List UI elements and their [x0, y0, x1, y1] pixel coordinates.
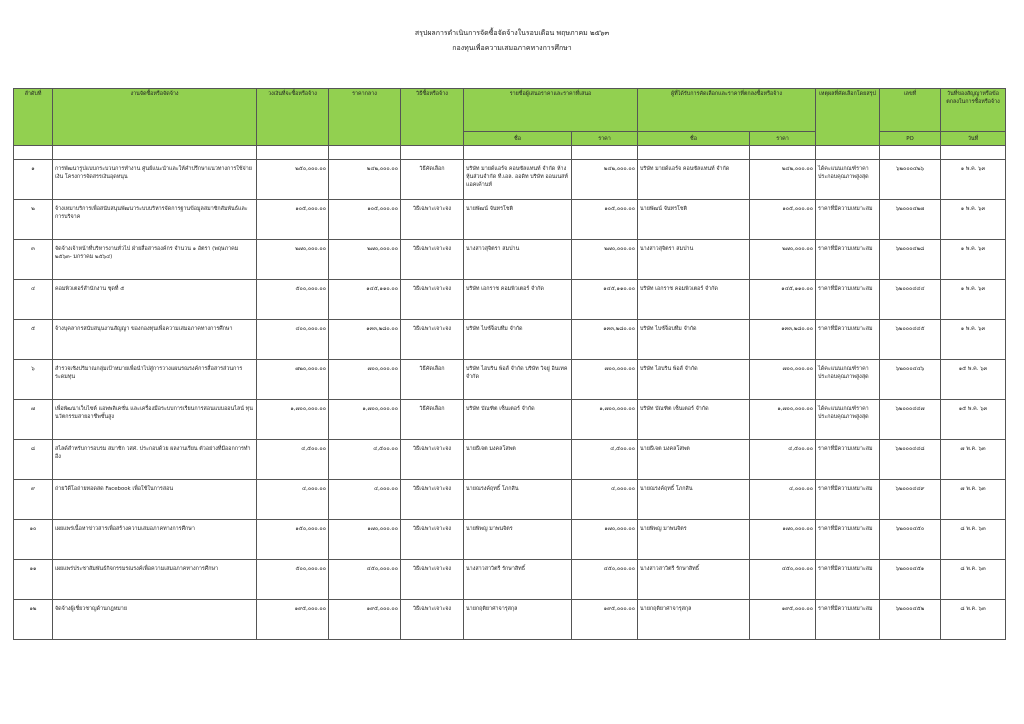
cell-win-price: ๑๓๓,๒๘๐.๐๐	[750, 320, 816, 360]
cell-bid-price: ๑,๗๐๐,๐๐๐.๐๐	[572, 400, 638, 440]
cell-bidder: นายกฤติยาศาจารุสกุล	[464, 600, 572, 640]
cell-date: ๑ พ.ค. ๖๓	[941, 320, 1006, 360]
cell-winner: บริษัท ไบซ์จ็อบทีม จำกัด	[638, 320, 750, 360]
cell-method: วิธีเฉพาะเจาะจง	[401, 600, 464, 640]
cell-item: สไลด์สำหรับการอบรม สมาชิก วสศ. ประกอบด้วย ผลงานเรียน ตัวอย่างที่มีออกการทำอีง	[53, 440, 257, 480]
cell-reason: ราคาที่มีความเหมาะสม	[816, 440, 880, 480]
table-row	[14, 320, 1006, 360]
cell-win-price: ๔๕๐,๐๐๐.๐๐	[750, 560, 816, 600]
header-ref: เลขที่	[880, 89, 941, 132]
cell-date: ๑ พ.ค. ๖๓	[941, 280, 1006, 320]
cell-no: ๕	[14, 320, 53, 360]
cell-po: ๖๒๐๐๐๔๒๘	[880, 240, 941, 280]
table-row	[14, 160, 1006, 200]
cell-bid-price: ๑๔๕,๑๑๐.๐๐	[572, 280, 638, 320]
cell-winner: นางสาวสาวิตรี รักษาสิทธิ์	[638, 560, 750, 600]
cell-po: ๖๒๐๐๐๔๒๖	[880, 160, 941, 200]
cell-bidder: นางสาวสุจิตรา สมปาน	[464, 240, 572, 280]
cell-win-price: ๑๔๕,๑๑๐.๐๐	[750, 280, 816, 320]
cell-bidder: บริษัท บัณฑิต เซ็นเตอร์ จำกัด	[464, 400, 572, 440]
cell-budget: ๕๐๐,๐๐๐.๐๐	[257, 280, 329, 320]
subheader-bidder-price: ราคา	[572, 132, 638, 146]
cell-win-price: ๑๗๐,๐๐๐.๐๐	[750, 520, 816, 560]
cell-bid-price: ๔๕๐,๐๐๐.๐๐	[572, 560, 638, 600]
cell-no: ๗	[14, 400, 53, 440]
cell-budget: ๔,๐๐๐.๐๐	[257, 480, 329, 520]
cell-budget: ๑๕๐,๐๐๐.๐๐	[257, 520, 329, 560]
cell-median: ๑๐๕,๐๐๐.๐๐	[329, 200, 401, 240]
table-row	[14, 520, 1006, 560]
cell-bidder: บริษัท มายด์แอร์จ คอนซัลแทนท์ จำกัด ห้างหุ้นส่วนจำกัด ที.เอล. ออดิท บริษัท ออนเนสท์ แอคเค้านท์	[464, 160, 572, 200]
cell-winner: บริษัท ไฮบริน พ้อส์ จำกัด	[638, 360, 750, 400]
header-bidders: รายชื่อผู้เสนอราคาและราคาที่เสนอ	[464, 89, 638, 132]
cell-winner: บริษัท เอกราช คอมพิวเตอร์ จำกัด	[638, 280, 750, 320]
header-no: ลำดับที่	[14, 89, 53, 146]
blank-row	[14, 146, 1006, 160]
cell-method: วิธีคัดเลือก	[401, 160, 464, 200]
cell-po: ๖๒๐๐๐๔๕๒	[880, 600, 941, 640]
cell-winner: นายพัฒน์ จันทรโชติ	[638, 200, 750, 240]
cell-bid-price: ๔,๐๐๐.๐๐	[572, 480, 638, 520]
cell-bidder: บริษัท ไบซ์จ็อบทีม จำกัด	[464, 320, 572, 360]
cell-winner: นางสาวสุจิตรา สมปาน	[638, 240, 750, 280]
cell-budget: ๒๗๐,๐๐๐.๐๐	[257, 240, 329, 280]
header-row	[14, 89, 1006, 132]
cell-reason: ราคาที่มีความเหมาะสม	[816, 600, 880, 640]
table-row	[14, 400, 1006, 440]
cell-item: จัดจ้างเจ้าหน้าที่บริหารงานทั่วไป ฝ่ายสื่อสารองค์กร จำนวน ๑ อัตรา (พฤษภาคม ๒๕๖๓- มกราคม ๒๕๖๔)	[53, 240, 257, 280]
cell-win-price: ๑๐๕,๐๐๐.๐๐	[750, 200, 816, 240]
cell-no: ๖	[14, 360, 53, 400]
cell-reason: ราคาที่มีความเหมาะสม	[816, 520, 880, 560]
table-row	[14, 600, 1006, 640]
cell-bidder: นายธีเจต มงคลโสพต	[464, 440, 572, 480]
cell-bidder: นายพัฒน์ จันทรโชติ	[464, 200, 572, 240]
header-method: วิธีซื้อหรือจ้าง	[401, 89, 464, 146]
cell-median: ๑,๗๐๐,๐๐๐.๐๐	[329, 400, 401, 440]
cell-po: ๖๒๐๐๐๔๔๔	[880, 280, 941, 320]
subheader-po: PO	[880, 132, 941, 146]
cell-item: จัดจ้างผู้เชี่ยวชาญด้านกฎหมาย	[53, 600, 257, 640]
cell-no: ๑๑	[14, 560, 53, 600]
cell-method: วิธีเฉพาะเจาะจง	[401, 240, 464, 280]
table-row	[14, 560, 1006, 600]
cell-item: คอมพิวเตอร์สำนักงาน ชุดที่ ๕	[53, 280, 257, 320]
cell-median: ๔๕๐,๐๐๐.๐๐	[329, 560, 401, 600]
cell-method: วิธีเฉพาะเจาะจง	[401, 560, 464, 600]
cell-median: ๑๔๕,๑๑๐.๐๐	[329, 280, 401, 320]
cell-budget: ๑,๗๐๐,๐๐๐.๐๐	[257, 400, 329, 440]
cell-win-price: ๔,๕๐๐.๐๐	[750, 440, 816, 480]
cell-date: ๗ พ.ค. ๖๓	[941, 480, 1006, 520]
cell-win-price: ๗๐๐,๐๐๐.๐๐	[750, 360, 816, 400]
table-row	[14, 280, 1006, 320]
cell-reason: ราคาที่มีความเหมาะสม	[816, 280, 880, 320]
report-title-line2: กองทุนเพื่อความเสมอภาคทางการศึกษา	[452, 44, 572, 52]
cell-bid-price: ๔,๕๐๐.๐๐	[572, 440, 638, 480]
cell-winner: นายณรงค์ฤทธิ์ โภกสิน	[638, 480, 750, 520]
cell-budget: ๔,๕๐๐.๐๐	[257, 440, 329, 480]
cell-no: ๓	[14, 240, 53, 280]
cell-winner: นายพิพญ มาพนจิตร	[638, 520, 750, 560]
cell-po: ๖๒๐๐๐๔๒๗	[880, 200, 941, 240]
cell-winner: นายธีเจต มงคลโสพต	[638, 440, 750, 480]
cell-win-price: ๒๗๐,๐๐๐.๐๐	[750, 240, 816, 280]
table-row	[14, 360, 1006, 400]
cell-method: วิธีเฉพาะเจาะจง	[401, 480, 464, 520]
cell-no: ๑	[14, 160, 53, 200]
cell-reason: ราคาที่มีความเหมาะสม	[816, 560, 880, 600]
cell-method: วิธีเฉพาะเจาะจง	[401, 200, 464, 240]
header-winner: ผู้ที่ได้รับการคัดเลือกและราคาที่ตกลงซื้อหรือจ้าง	[638, 89, 816, 132]
header-budget: วงเงินที่จะซื้อหรือจ้าง	[257, 89, 329, 146]
cell-winner: บริษัท มายด์แอร์จ คอนซัลแทนท์ จำกัด	[638, 160, 750, 200]
cell-win-price: ๑,๗๐๐,๐๐๐.๐๐	[750, 400, 816, 440]
report-title-line1: สรุปผลการดำเนินการจัดซื้อจัดจ้างในรอบเดือน พฤษภาคม ๒๕๖๓	[414, 29, 610, 37]
cell-no: ๑๒	[14, 600, 53, 640]
cell-winner: บริษัท บัณฑิต เซ็นเตอร์ จำกัด	[638, 400, 750, 440]
cell-budget: ๒๕๐,๐๐๐.๐๐	[257, 160, 329, 200]
cell-budget: ๕๐๐,๐๐๐.๐๐	[257, 560, 329, 600]
cell-median: ๗๐๐,๐๐๐.๐๐	[329, 360, 401, 400]
table-body	[14, 160, 1006, 640]
cell-date: ๑ พ.ค. ๖๓	[941, 160, 1006, 200]
table-row	[14, 480, 1006, 520]
cell-item: เผยแพร่เนื้อหาข่าวสารเพื่อสร้างความเสมอภาคทางการศึกษา	[53, 520, 257, 560]
cell-date: ๑ พ.ค. ๖๓	[941, 240, 1006, 280]
cell-method: วิธีคัดเลือก	[401, 360, 464, 400]
cell-no: ๘	[14, 440, 53, 480]
cell-date: ๘ พ.ค. ๖๓	[941, 600, 1006, 640]
cell-win-price: ๔,๐๐๐.๐๐	[750, 480, 816, 520]
cell-bid-price: ๑๙๕,๐๐๐.๐๐	[572, 600, 638, 640]
cell-date: ๘ พ.ค. ๖๓	[941, 520, 1006, 560]
cell-item: สำรวจเชิงปริมาณกลุ่มเป้าหมายเพื่อนำไปสู่การวางแผนรณรงค์การสื่อสารส่วนการระดมทุน	[53, 360, 257, 400]
cell-po: ๖๒๐๐๐๔๔๕	[880, 320, 941, 360]
cell-po: ๖๒๐๐๐๔๕๑	[880, 560, 941, 600]
cell-reason: ได้คะแนนเกณฑ์ราคาประกอบคุณภาพสูงสุด	[816, 160, 880, 200]
cell-date: ๑๕ พ.ค. ๖๓	[941, 400, 1006, 440]
subheader-bidder-name: ชื่อ	[464, 132, 572, 146]
subheader-winner-price: ราคา	[750, 132, 816, 146]
cell-item: จ้างเหมาบริการเพื่อสนับสนุนพัฒนาระบบบริหารจัดการฐานข้อมูลสมาชิกสัมพันธ์และการบริจาค	[53, 200, 257, 240]
cell-po: ๖๒๐๐๐๔๕๐	[880, 520, 941, 560]
cell-item: จ้างบุคลากรสนับสนุนงานสัญญา ของกองทุนเพื่อความเสมอภาคทางการศึกษา	[53, 320, 257, 360]
cell-po: ๖๒๐๐๐๔๔๙	[880, 480, 941, 520]
cell-bidder: บริษัท ไฮบริน พ้อส์ จำกัด บริษัท วิจยู่ อินเทค จำกัด	[464, 360, 572, 400]
cell-po: ๖๒๐๐๐๔๔๖	[880, 360, 941, 400]
cell-item: เผยแพร่ประชาสัมพันธ์กิจกรรมรณรงค์เพื่อความเสมอภาคทางการศึกษา	[53, 560, 257, 600]
cell-reason: ได้คะแนนเกณฑ์ราคาประกอบคุณภาพสูงสุด	[816, 360, 880, 400]
cell-reason: ได้คะแนนเกณฑ์ราคาประกอบคุณภาพสูงสุด	[816, 400, 880, 440]
cell-bid-price: ๒๔๒,๐๐๐.๐๐	[572, 160, 638, 200]
cell-item: ถ่ายวิดีโอถ่ายทอดสด Facebook เพื่อใช้ในการสอน	[53, 480, 257, 520]
cell-no: ๒	[14, 200, 53, 240]
cell-win-price: ๒๔๒,๐๐๐.๐๐	[750, 160, 816, 200]
cell-bidder: นายณรงค์ฤทธิ์ โภกสิน	[464, 480, 572, 520]
cell-median: ๑๗๐,๐๐๐.๐๐	[329, 520, 401, 560]
cell-date: ๑ พ.ค. ๖๓	[941, 200, 1006, 240]
cell-reason: ราคาที่มีความเหมาะสม	[816, 320, 880, 360]
cell-item: เพื่อพัฒนาเว็บไซต์ แอพพลิเคชั่น และเครื่องมือระบบการเรียนการสอนแบบออนไลน์ ทุนนวัตกรรมสายอาชีพชั้นสูง	[53, 400, 257, 440]
cell-median: ๒๔๒,๐๐๐.๐๐	[329, 160, 401, 200]
cell-median: ๒๗๐,๐๐๐.๐๐	[329, 240, 401, 280]
report-title	[0, 26, 1024, 56]
cell-reason: ราคาที่มีความเหมาะสม	[816, 480, 880, 520]
cell-winner: นายกฤติยาศาจารุสกุล	[638, 600, 750, 640]
cell-date: ๘ พ.ค. ๖๓	[941, 560, 1006, 600]
cell-bid-price: ๑๗๐,๐๐๐.๐๐	[572, 520, 638, 560]
cell-budget: ๑๐๕,๐๐๐.๐๐	[257, 200, 329, 240]
cell-median: ๔,๕๐๐.๐๐	[329, 440, 401, 480]
cell-method: วิธีเฉพาะเจาะจง	[401, 320, 464, 360]
cell-method: วิธีเฉพาะเจาะจง	[401, 280, 464, 320]
cell-bidder: นายพิพญ มาพนจิตร	[464, 520, 572, 560]
cell-reason: ราคาที่มีความเหมาะสม	[816, 240, 880, 280]
cell-po: ๖๒๐๐๐๔๔๗	[880, 400, 941, 440]
header-contract: วันที่ของสัญญาหรือข้อตกลงในการซื้อหรือจ้าง	[941, 89, 1006, 132]
cell-bidder: บริษัท เอกราช คอมพิวเตอร์ จำกัด	[464, 280, 572, 320]
cell-bid-price: ๑๐๕,๐๐๐.๐๐	[572, 200, 638, 240]
cell-no: ๑๐	[14, 520, 53, 560]
table-row	[14, 200, 1006, 240]
cell-date: ๗ พ.ค. ๖๓	[941, 440, 1006, 480]
cell-bidder: นางสาวสาวิตรี รักษาสิทธิ์	[464, 560, 572, 600]
cell-bid-price: ๒๗๐,๐๐๐.๐๐	[572, 240, 638, 280]
procurement-table	[13, 88, 1006, 640]
table-row	[14, 440, 1006, 480]
cell-po: ๖๒๐๐๐๔๔๘	[880, 440, 941, 480]
cell-median: ๔,๐๐๐.๐๐	[329, 480, 401, 520]
header-reason: เหตุผลที่คัดเลือกโดยสรุป	[816, 89, 880, 146]
header-median: ราคากลาง	[329, 89, 401, 146]
cell-method: วิธีเฉพาะเจาะจง	[401, 440, 464, 480]
cell-no: ๔	[14, 280, 53, 320]
cell-bid-price: ๑๓๓,๒๘๐.๐๐	[572, 320, 638, 360]
subheader-winner-name: ชื่อ	[638, 132, 750, 146]
cell-median: ๑๙๕,๐๐๐.๐๐	[329, 600, 401, 640]
cell-method: วิธีเฉพาะเจาะจง	[401, 520, 464, 560]
cell-no: ๙	[14, 480, 53, 520]
cell-budget: ๑๙๕,๐๐๐.๐๐	[257, 600, 329, 640]
cell-item: การพัฒนารูปแบบกระบวนการทำงาน ศูนย์แนะนำและให้คำปรึกษาแนวทางการใช้จ่ายเงิน โครงการจัดสรรเงินอุดหนุน	[53, 160, 257, 200]
cell-reason: ราคาที่มีความเหมาะสม	[816, 200, 880, 240]
cell-budget: ๗๒๐,๐๐๐.๐๐	[257, 360, 329, 400]
cell-method: วิธีคัดเลือก	[401, 400, 464, 440]
cell-date: ๑๕ พ.ค. ๖๓	[941, 360, 1006, 400]
cell-bid-price: ๗๐๐,๐๐๐.๐๐	[572, 360, 638, 400]
cell-median: ๑๓๓,๒๘๐.๐๐	[329, 320, 401, 360]
table-row	[14, 240, 1006, 280]
header-item: งานจัดซื้อหรือจัดจ้าง	[53, 89, 257, 146]
cell-budget: ๔๐๐,๐๐๐.๐๐	[257, 320, 329, 360]
subheader-date: วันที่	[941, 132, 1006, 146]
cell-win-price: ๑๙๕,๐๐๐.๐๐	[750, 600, 816, 640]
